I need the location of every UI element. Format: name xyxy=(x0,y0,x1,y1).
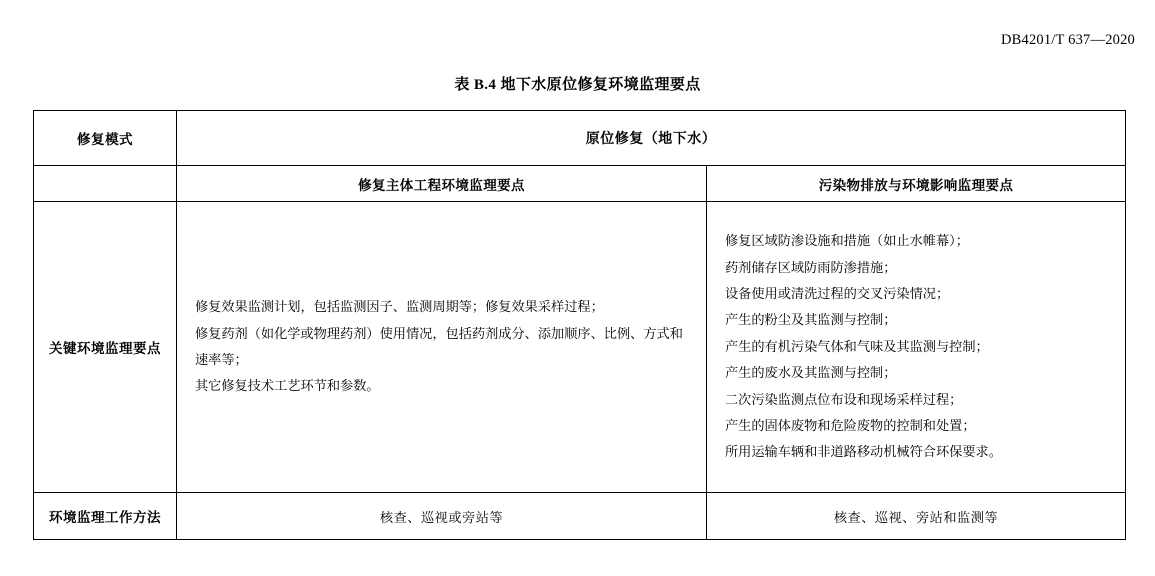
list-item: 产生的粉尘及其监测与控制； xyxy=(725,312,897,328)
list-item: 修复效果监测计划，包括监测因子、监测周期等；修复效果采样过程； xyxy=(195,299,604,315)
list-item: 修复药剂（如化学或物理药剂）使用情况，包括药剂成分、添加顺序、比例、方式和速率等； xyxy=(195,325,683,367)
list-item: 其它修复技术工艺环节和参数。 xyxy=(195,378,380,394)
list-item: 修复区域防渗设施和措施（如止水帷幕）； xyxy=(725,233,969,249)
table-row xyxy=(34,202,1126,493)
key-points-col-b xyxy=(707,202,1126,493)
work-method-col-a: 核查、巡视或旁站等 xyxy=(177,493,707,540)
list-item: 产生的废水及其监测与控制； xyxy=(725,365,897,381)
standard-header: DB4201/T 637—2020 xyxy=(1000,32,1135,48)
header-spacer xyxy=(34,166,177,202)
header-col-b: 污染物排放与环境影响监理要点 xyxy=(707,166,1126,202)
list-item: 二次污染监测点位布设和现场采样过程； xyxy=(725,391,963,407)
header-mode-value: 原位修复（地下水） xyxy=(177,111,1126,166)
list-item: 药剂储存区域防雨防渗措施； xyxy=(725,259,897,275)
list-item: 设备使用或清洗过程的交叉污染情况； xyxy=(725,285,950,301)
table-row xyxy=(34,493,1126,540)
header-mode-label: 修复模式 xyxy=(34,111,177,166)
table-row xyxy=(34,166,1126,202)
row-label-key-points: 关键环境监理要点 xyxy=(34,202,177,493)
work-method-col-b: 核查、巡视、旁站和监测等 xyxy=(707,493,1126,540)
key-points-col-a xyxy=(177,202,707,493)
table-title: 表 B.4 地下水原位修复环境监理要点 xyxy=(454,77,701,93)
environmental-supervision-table xyxy=(33,110,1126,540)
list-item: 产生的有机污染气体和气味及其监测与控制； xyxy=(725,338,989,354)
list-item: 所用运输车辆和非道路移动机械符合环保要求。 xyxy=(725,444,1002,460)
list-item: 产生的固体废物和危险废物的控制和处置； xyxy=(725,418,976,434)
table-row xyxy=(34,111,1126,166)
header-col-a: 修复主体工程环境监理要点 xyxy=(177,166,707,202)
row-label-work-method: 环境监理工作方法 xyxy=(34,493,177,540)
